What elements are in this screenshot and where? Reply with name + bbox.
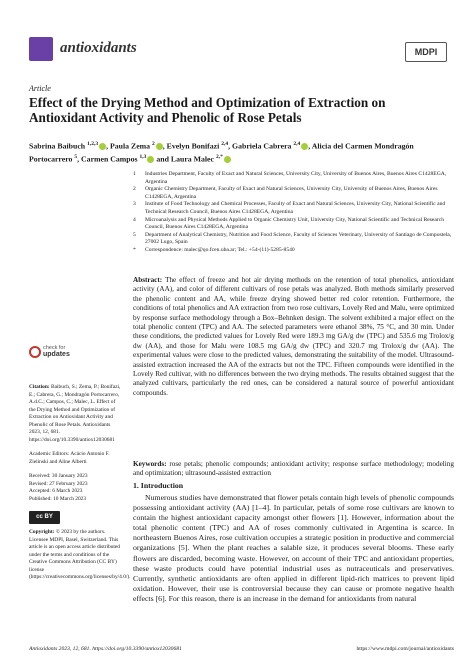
author-name: Alicia del Carmen Mondragón Portocarrero: [29, 141, 414, 164]
affiliation-text: Organic Chemistry Department, Faculty of Exact and Natural Sciences, University City, University of Buenos Aires, Buenos Aires C1428EGA, Argentina: [145, 186, 438, 200]
affiliation-number: 5: [133, 231, 136, 238]
affiliation-text: Microanalysis and Physical Methods Applied to Organic Chemistry Unit, University City, National Scientific and Technical Research Council, Buenos Aires C1428EGA, Argentina: [145, 216, 445, 231]
check-updates-icon[interactable]: [29, 346, 41, 358]
abstract-text: The effect of freeze and hot air drying methods on the retention of total phenolics, antioxidant activity (AA), and color of different cultivars of rose petals was analyzed. Both methods similarly preserved the phenolic content and AA, while freeze drying showed better red color retention. Furthermore, the conditions of total phenolics and AA extraction from two rose cultivars, Lovely Red and Malu, were optimized by response surface methodology through a Box–Behnken design. The solvent exhibited a major effect on the total phenolic content (TPC) and AA. The selected parameters were ethanol 38%, 75 °C, and 30 min. Under these conditions, the predicted values for Lovely Red were 189.3 mg GA/g dw (TPC) and 535.6 mg Trolox/g dw (AA), and those for Malu were 108.5 mg GA/g dw (TPC) and 320.7 mg Trolox/g dw (AA). The experimental values were close to the predicted values, demonstrating the suitability of the model. Ultrasound-assisted extraction increased the AA of the extracts but not the TPC. Fifteen compounds were identified in the Lovely Red cultivar, with no differences between the two drying methods. The results obtained suggest that the analyzed cultivars, particularly the red ones, can be considered a natural source of powerful antioxidant compounds.: [133, 276, 454, 397]
received-date: Received: 30 January 2023: [29, 473, 88, 479]
keywords: [133, 460, 454, 479]
accepted-date: Accepted: 6 March 2023: [29, 488, 83, 494]
article-type: Article: [29, 84, 51, 93]
check-updates-line2[interactable]: updates: [43, 351, 70, 358]
intro-heading: 1. Introduction: [133, 481, 184, 490]
author-name: Laura Malec: [170, 154, 216, 164]
author-affiliation-sup: 1,3: [139, 154, 147, 161]
author-affiliation-sup: 1,2,3: [87, 141, 99, 147]
citation-text: Baibuch, S.; Zema, P.; Bonifazi, E.; Cabrera, G.; Mondragón Portocarrero, A.d.C.; Campos, C.; Malec, L. Effect of the Drying Method and Optimization of Extraction on Antioxidant Activity and Phenolic of Rose Petals. Antioxidants 2023, 12, 681. https://doi.org/10.3390/antiox12030681: [29, 384, 121, 443]
paper-title: Effect of the Drying Method and Optimization of Extraction on Antioxidant Activity and Phenolic of Rose Petals: [29, 95, 386, 125]
orcid-icon[interactable]: [156, 143, 163, 150]
orcid-icon[interactable]: [224, 156, 231, 163]
affiliation-number: 4: [133, 216, 136, 223]
author-name: Paula Zema: [109, 141, 152, 151]
affiliation-text: Correspondence: malec@qo.fcen.uba.ar; Tel.: +54-(11)-5285-8540: [145, 246, 295, 253]
footer-citation: Antioxidants 2023, 12, 681. https://doi.org/10.3390/antiox12030681: [29, 646, 182, 652]
affiliation-item: [133, 171, 453, 186]
footer-url[interactable]: https://www.mdpi.com/journal/antioxidants: [356, 646, 454, 652]
affiliations: [133, 171, 453, 255]
citation: Citation: Baibuch, S.; Zema, P.; Bonifazi, E.; Cabrera, G.; Mondragón Portocarrero, A.d.C.; Campos, C.; Malec, L. Effect of the Drying Method and Optimization of Extraction on Antioxidant Activity and Phenolic of Rose Petals. Antioxidants 2023, 12, 681. https://doi.org/10.3390/antiox12030681: [29, 384, 121, 443]
side-info: [29, 384, 131, 589]
published-date: Published: 10 March 2023: [29, 495, 87, 502]
keywords-label: Keywords:: [133, 460, 167, 468]
affiliation-item: [133, 217, 453, 232]
check-updates-line1[interactable]: check for: [43, 345, 66, 351]
journal-logo: [29, 37, 53, 61]
affiliation-number: 3: [133, 201, 136, 208]
keywords-text: rose petals; phenolic compounds; antioxidant activity; response surface methodology; modeling and optimization; ultrasound-assisted extraction: [133, 460, 454, 478]
affiliation-number: 1: [133, 171, 136, 177]
journal-name: antioxidants: [60, 40, 137, 56]
cc-by-badge[interactable]: cc BY: [29, 511, 60, 524]
author-affiliation-sup: 5: [74, 154, 78, 161]
author-name: Gabriela Cabrera: [232, 141, 294, 151]
affiliation-number: *: [133, 246, 136, 253]
author-affiliation-sup: 2,*: [215, 154, 223, 161]
author-name: Sabrina Baibuch: [29, 141, 88, 151]
author-affiliation-sup: 2,4: [293, 141, 301, 147]
affiliation-item: [133, 201, 453, 216]
revised-date: Revised: 27 February 2023: [29, 480, 88, 487]
author-affiliation-sup: 2,4: [221, 141, 229, 147]
author-list: Sabrina Baibuch $^{1,2,3}$ , Paula Zema $^2$ , Evelyn Bonifazi $^{2,4}$, Gabriela Cabrera $^{2,4}$ , Alicia del Carmen Mondragón Portocarrero $^5$, Carmen Campos $^{1,3}$ and Laura Malec $^{2,*}$: [29, 141, 414, 164]
abstract: [133, 276, 454, 398]
affiliation-text: Department of Analytical Chemistry, Nutrition and Food Science, Faculty of Sciences Veterinary, University of Santiago de Compostela, 27002 Lugo, Spain: [145, 231, 452, 246]
dates: [29, 473, 121, 503]
author-name: Evelyn Bonifazi: [166, 141, 222, 151]
author-name: Carmen Campos: [81, 154, 140, 164]
publisher-logo: MDPI: [405, 42, 447, 62]
author-affiliation-sup: 2: [152, 141, 155, 147]
academic-editors: Academic Editors: Acácio Antonio F. Zielinski and Aline Alberti: [29, 451, 110, 465]
affiliation-text: Institute of Food Technology and Chemical Processes, Faculty of Exact and Natural Sciences, University City, National Scientific and Technical Research Council, Buenos Aires C1428EGA, Argentina: [145, 201, 446, 215]
affiliation-item: [133, 247, 453, 255]
intro-text: Numerous studies have demonstrated that flower petals contain high levels of phenolic compounds possessing antioxidant activity (AA) [1–4]. In particular, petals of some rose cultivars are known to contain the highest antioxidant capacity amongst other flowers [1]. However, information about the total phenolic content (TPC) and AA of roses commonly cultivated in Argentina is scarce. In northeastern Buenos Aires, rose cultivation occupies a strategic position in productive and commercial organizations [5]. When the plant reaches a salable size, it produces several blooms. These early flowers are discarded, becoming waste. However, on account of their TPC and antioxidant properties, these waste products could have potential industrial uses as nutraceuticals and preservatives. Currently, synthetic antioxidants are often applied in different lipid-rich matrices to prevent lipid oxidation. However, their use is controversial because they can cause or promote negative health effects [6]. For this reason, there is an increase in the demand for antioxidants from natural: [133, 493, 454, 603]
affiliation-number: 2: [133, 186, 136, 193]
affiliation-item: [133, 186, 453, 201]
affiliation-text: Industries Department, Faculty of Exact and Natural Sciences, University City, University of Buenos Aires, Buenos Aires C1428EGA, Argentina: [145, 171, 447, 185]
abstract-label: Abstract:: [133, 276, 163, 284]
copyright: Copyright: © 2023 by the authors. Licensee MDPI, Basel, Switzerland. This article is an open access article distributed under the terms and conditions of the Creative Commons Attribution (CC BY) license (https://creativecommons.org/licenses/by/4.0/).: [29, 529, 131, 580]
affiliation-item: [133, 232, 453, 247]
